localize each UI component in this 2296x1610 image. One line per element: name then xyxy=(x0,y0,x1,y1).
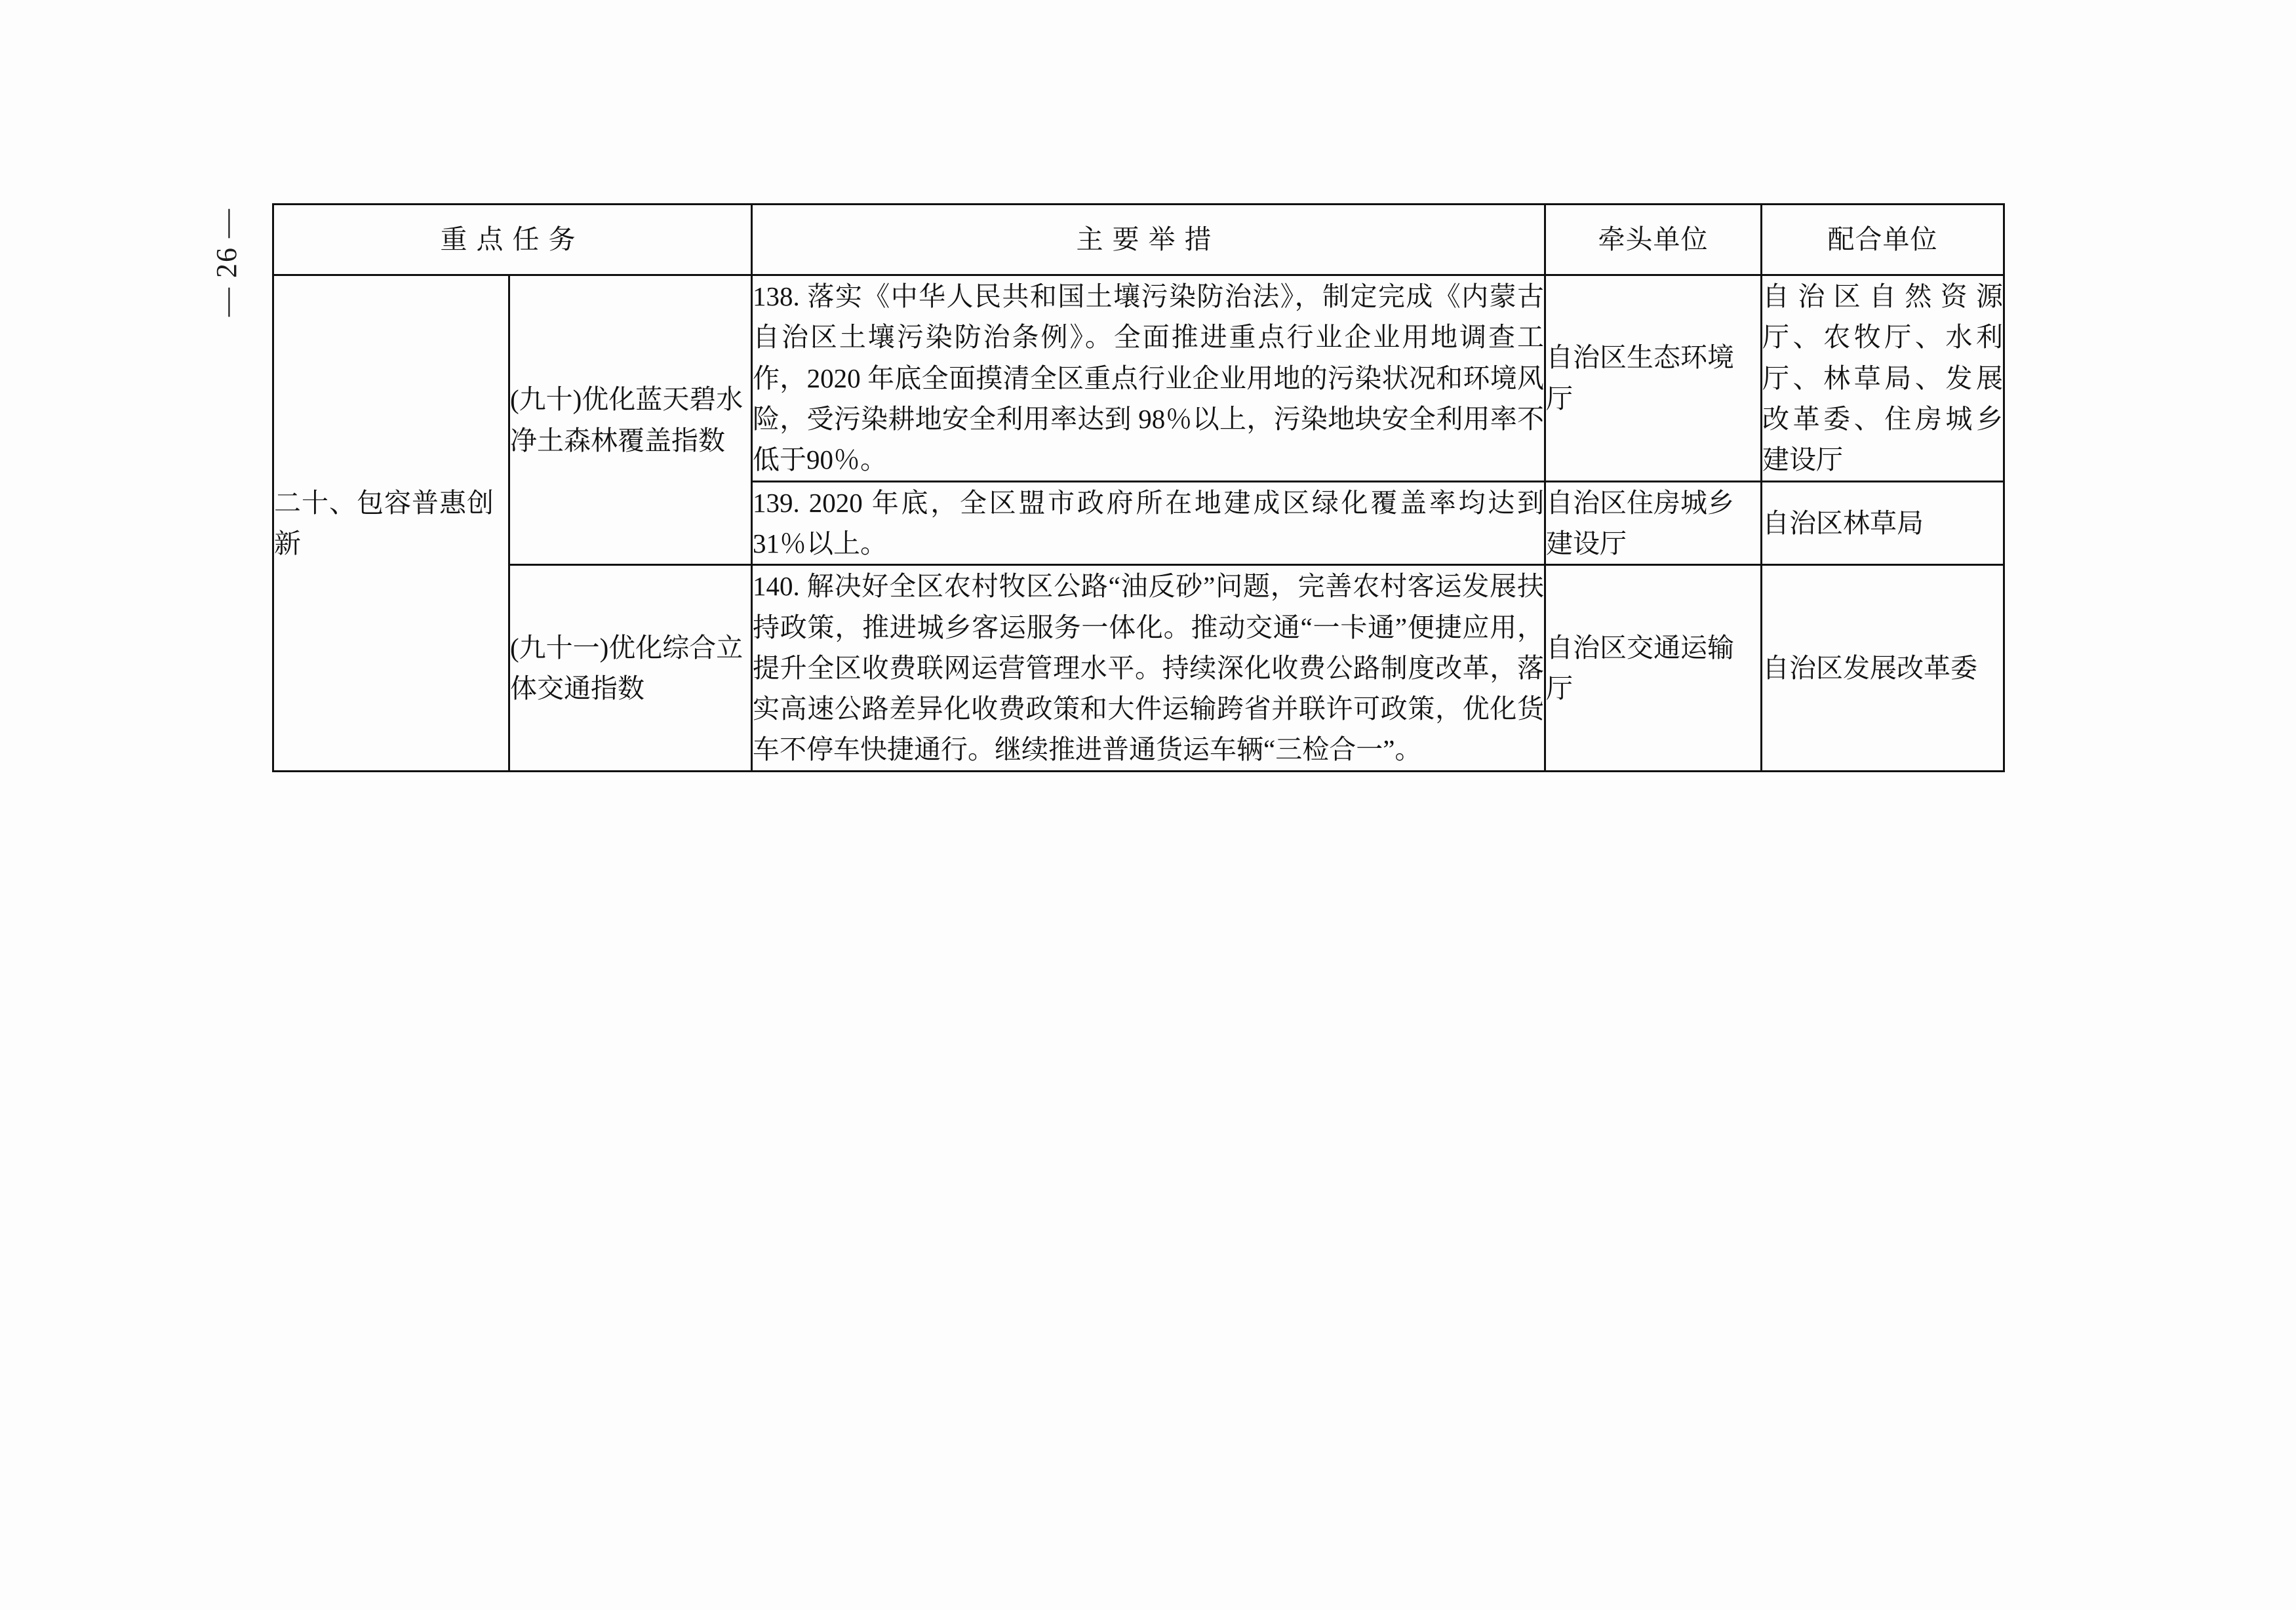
header-coop-unit: 配合单位 xyxy=(1762,205,2004,275)
cell-coop-unit-138: 自治区自然资源厅、农牧厅、水利厅、林草局、发展改革委、住房城乡建设厅 xyxy=(1762,275,2004,482)
header-lead-unit: 牵头单位 xyxy=(1545,205,1762,275)
table-header xyxy=(273,205,2004,275)
header-measures: 主要举措 xyxy=(752,205,1545,275)
cell-measure-138: 138. 落实《中华人民共和国土壤污染防治法》，制定完成《内蒙古自治区土壤污染防治条例》。全面推进重点行业企业用地调查工作，2020 年底全面摸清全区重点行业企业用地的污染状况和环境风险，受污染耕地安全利用率达到 98％以上，污染地块安全利用率不低于90％。 xyxy=(752,275,1545,482)
cell-subcategory-90: (九十)优化蓝天碧水净土森林覆盖指数 xyxy=(509,275,752,565)
table-body xyxy=(273,275,2004,772)
cell-measure-139: 139. 2020 年底，全区盟市政府所在地建成区绿化覆盖率均达到 31％以上。 xyxy=(752,481,1545,565)
tasks-table xyxy=(272,203,2005,772)
table-row xyxy=(273,275,2004,482)
table-row xyxy=(273,565,2004,772)
cell-category: 二十、包容普惠创新 xyxy=(273,275,509,772)
page-number: — 26 — xyxy=(210,208,243,317)
cell-measure-140: 140. 解决好全区农村牧区公路“油反砂”问题，完善农村客运发展扶持政策，推进城乡客运服务一体化。推动交通“一卡通”便捷应用，提升全区收费联网运营管理水平。持续深化收费公路制度改革，落实高速公路差异化收费政策和大件运输跨省并联许可政策，优化货车不停车快捷通行。继续推进普通货运车辆“三检合一”。 xyxy=(752,565,1545,772)
header-category: 重点任务 xyxy=(273,205,752,275)
cell-coop-unit-139: 自治区林草局 xyxy=(1762,481,2004,565)
cell-subcategory-91: (九十一)优化综合立体交通指数 xyxy=(509,565,752,772)
cell-coop-unit-140: 自治区发展改革委 xyxy=(1762,565,2004,772)
table-header-row xyxy=(273,205,2004,275)
cell-lead-unit-139: 自治区住房城乡建设厅 xyxy=(1545,481,1762,565)
cell-lead-unit-140: 自治区交通运输厅 xyxy=(1545,565,1762,772)
cell-lead-unit-138: 自治区生态环境厅 xyxy=(1545,275,1762,482)
